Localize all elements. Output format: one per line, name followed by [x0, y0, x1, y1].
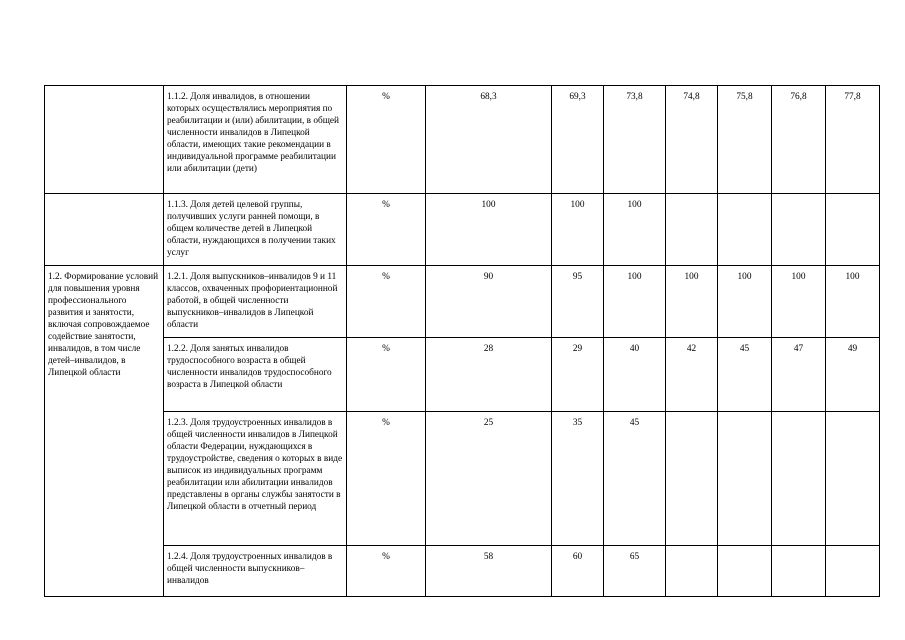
- value-cell: 40: [604, 338, 666, 412]
- table-row: [45, 194, 880, 266]
- value-cell: 73,8: [604, 86, 666, 194]
- value-cell: [772, 546, 826, 597]
- value-cell: 25: [426, 412, 552, 546]
- value-cell: 42: [666, 338, 718, 412]
- table-row: [45, 266, 880, 338]
- table-row: [45, 412, 880, 546]
- value-cell: 75,8: [718, 86, 772, 194]
- value-cell: 100: [426, 194, 552, 266]
- unit-cell: %: [347, 266, 426, 338]
- value-cell: [718, 194, 772, 266]
- value-cell: 45: [718, 338, 772, 412]
- value-cell: 69,3: [552, 86, 604, 194]
- table-row: [45, 546, 880, 597]
- value-cell: 60: [552, 546, 604, 597]
- unit-cell: %: [347, 86, 426, 194]
- goal-cell: [45, 194, 164, 266]
- value-cell: [826, 412, 880, 546]
- indicator-cell: 1.2.3. Доля трудоустроенных инвалидов в общей численности инвалидов в Липецкой области Федерации, нуждающихся в трудоустройстве, сведения о которых в виде выписок из индивидуальных программ реабилитации или абилитации инвалидов представлены в органы службы занятости в Липецкой области в отчетный период: [164, 412, 347, 546]
- unit-cell: %: [347, 194, 426, 266]
- value-cell: 47: [772, 338, 826, 412]
- value-cell: 28: [426, 338, 552, 412]
- value-cell: 77,8: [826, 86, 880, 194]
- value-cell: 65: [604, 546, 666, 597]
- table-row: [45, 86, 880, 194]
- value-cell: 74,8: [666, 86, 718, 194]
- value-cell: 90: [426, 266, 552, 338]
- value-cell: [772, 194, 826, 266]
- value-cell: 100: [604, 194, 666, 266]
- value-cell: 35: [552, 412, 604, 546]
- value-cell: 58: [426, 546, 552, 597]
- indicators-table: [44, 85, 880, 597]
- value-cell: 76,8: [772, 86, 826, 194]
- unit-cell: %: [347, 338, 426, 412]
- value-cell: [718, 412, 772, 546]
- value-cell: [718, 546, 772, 597]
- value-cell: 100: [552, 194, 604, 266]
- value-cell: 100: [718, 266, 772, 338]
- value-cell: 45: [604, 412, 666, 546]
- value-cell: [826, 546, 880, 597]
- value-cell: [772, 412, 826, 546]
- value-cell: 100: [826, 266, 880, 338]
- goal-cell: 1.2. Формирование условий для повышения уровня профессионального развития и занятости, включая сопровождаемое содействие занятости, инвалидов, в том числе детей–инвалидов, в Липецкой области: [45, 266, 164, 597]
- value-cell: 100: [666, 266, 718, 338]
- indicator-cell: 1.1.2. Доля инвалидов, в отношении которых осуществлялись мероприятия по реабилитации и (или) абилитации, в общей численности инвалидов в Липецкой области, имеющих такие рекомендации в индивидуальной программе реабилитации или абилитации (дети): [164, 86, 347, 194]
- indicator-cell: 1.1.3. Доля детей целевой группы, получивших услуги ранней помощи, в общем количестве детей в Липецкой области, нуждающихся в получении таких услуг: [164, 194, 347, 266]
- unit-cell: %: [347, 546, 426, 597]
- indicator-cell: 1.2.1. Доля выпускников–инвалидов 9 и 11 классов, охваченных профориентационной работой, в общей численности выпускников–инвалидов в Липецкой области: [164, 266, 347, 338]
- indicator-cell: 1.2.4. Доля трудоустроенных инвалидов в общей численности выпускников–инвалидов: [164, 546, 347, 597]
- value-cell: 95: [552, 266, 604, 338]
- table-row: [45, 338, 880, 412]
- value-cell: [666, 546, 718, 597]
- indicator-cell: 1.2.2. Доля занятых инвалидов трудоспособного возраста в общей численности инвалидов трудоспособного возраста в Липецкой области: [164, 338, 347, 412]
- unit-cell: %: [347, 412, 426, 546]
- value-cell: 29: [552, 338, 604, 412]
- value-cell: 49: [826, 338, 880, 412]
- value-cell: 100: [604, 266, 666, 338]
- value-cell: 100: [772, 266, 826, 338]
- value-cell: 68,3: [426, 86, 552, 194]
- value-cell: [666, 412, 718, 546]
- value-cell: [826, 194, 880, 266]
- value-cell: [666, 194, 718, 266]
- goal-cell: [45, 86, 164, 194]
